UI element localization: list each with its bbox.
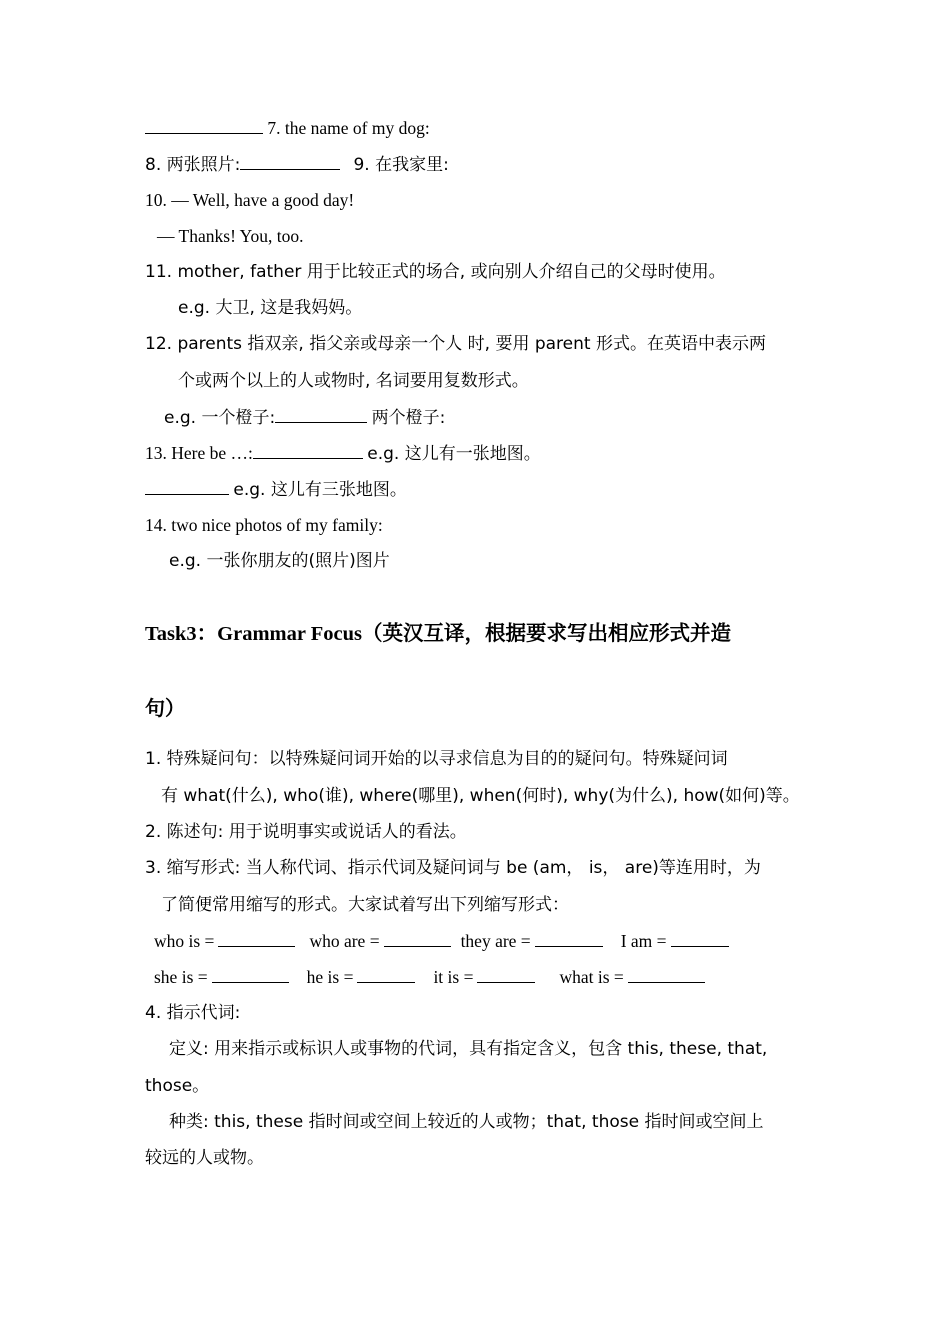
item-12-line1: 12. parents 指双亲, 指父亲或母亲一个人 时, 要用 parent 形式。在英语中表示两 — [145, 334, 766, 354]
contraction-label: who are = — [309, 931, 380, 951]
grammar-point-1-line1: 1. 特殊疑问句：以特殊疑问词开始的以寻求信息为目的的疑问句。特殊疑问词 — [145, 749, 728, 769]
answer-blank[interactable] — [628, 966, 705, 983]
item-13-example1: e.g. 这儿有一张地图。 — [367, 444, 541, 464]
answer-blank[interactable] — [240, 153, 340, 170]
contraction-label: she is = — [154, 967, 208, 987]
item-12-example — [164, 405, 445, 430]
answer-blank[interactable] — [671, 930, 729, 947]
item-8-9 — [145, 152, 449, 177]
item-14-example: e.g. 一张你朋友的(照片)图片 — [169, 551, 390, 571]
task3-heading-line1: Task3：Grammar Focus（英汉互译，根据要求写出相应形式并造 — [145, 623, 731, 645]
grammar-point-3-line2: 了简便常用缩写的形式。大家试着写出下列缩写形式： — [161, 895, 569, 915]
answer-blank[interactable] — [535, 930, 603, 947]
grammar-point-3-line1: 3. 缩写形式: 当人称代词、指示代词及疑问词与 be (am， is， are)等连用时，为 — [145, 858, 761, 878]
contraction-label: who is = — [154, 931, 215, 951]
item-12-line2: 个或两个以上的人或物时, 名词要用复数形式。 — [178, 371, 529, 391]
answer-blank[interactable] — [212, 966, 289, 983]
contraction-label: he is = — [306, 967, 354, 987]
grammar-point-2: 2. 陈述句: 用于说明事实或说话人的看法。 — [145, 822, 467, 842]
contractions-row-1 — [154, 929, 729, 953]
item-13-example2: e.g. 这儿有三张地图。 — [233, 480, 407, 500]
item-7 — [145, 116, 430, 140]
contraction-label: I am = — [620, 931, 667, 951]
item-13-line2 — [145, 477, 407, 502]
answer-blank[interactable] — [145, 117, 263, 134]
item-9-label: 9. 在我家里: — [353, 155, 449, 175]
item-7-label: 7. the name of my dog: — [267, 118, 430, 138]
task3-heading — [145, 620, 731, 648]
grammar-point-4: 4. 指示代词: — [145, 1003, 241, 1023]
item-13-label: 13. Here be …: — [145, 443, 253, 463]
item-8-label: 8. 两张照片: — [145, 155, 241, 175]
answer-blank[interactable] — [145, 478, 229, 495]
task3-heading-line2: 句） — [145, 696, 185, 720]
item-11-line1: 11. mother, father 用于比较正式的场合, 或向别人介绍自己的父母时使用。 — [145, 262, 726, 282]
answer-blank[interactable] — [357, 966, 415, 983]
definition-line1: 定义: 用来指示或标识人或事物的代词，具有指定含义，包含 this, these, that, — [169, 1039, 768, 1059]
contractions-row-2 — [154, 965, 705, 989]
definition-line2: those。 — [145, 1076, 210, 1096]
grammar-point-1-line2: 有 what(什么), who(谁), where(哪里), when(何时), why(为什么), how(如何)等。 — [161, 786, 800, 806]
item-10-line2: — Thanks! You, too. — [157, 226, 304, 246]
item-10-line1: 10. — Well, have a good day! — [145, 190, 355, 210]
task3-heading-cont — [145, 694, 185, 723]
types-line2: 较远的人或物。 — [145, 1148, 264, 1168]
answer-blank[interactable] — [275, 406, 367, 423]
contraction-label: it is = — [433, 967, 474, 987]
answer-blank[interactable] — [384, 930, 451, 947]
contraction-label: they are = — [460, 931, 531, 951]
item-11-example: e.g. 大卫, 这是我妈妈。 — [178, 298, 363, 318]
answer-blank[interactable] — [253, 442, 363, 459]
types-line1: 种类: this, these 指时间或空间上较近的人或物；that, those 指时间或空间上 — [169, 1112, 764, 1132]
item-12-example-prefix: e.g. 一个橙子: — [164, 408, 276, 428]
contraction-label: what is = — [559, 967, 624, 987]
answer-blank[interactable] — [477, 966, 535, 983]
answer-blank[interactable] — [218, 930, 295, 947]
item-13 — [145, 441, 541, 466]
item-14-label: 14. two nice photos of my family: — [145, 515, 383, 535]
item-12-example-suffix: 两个橙子: — [371, 408, 446, 428]
